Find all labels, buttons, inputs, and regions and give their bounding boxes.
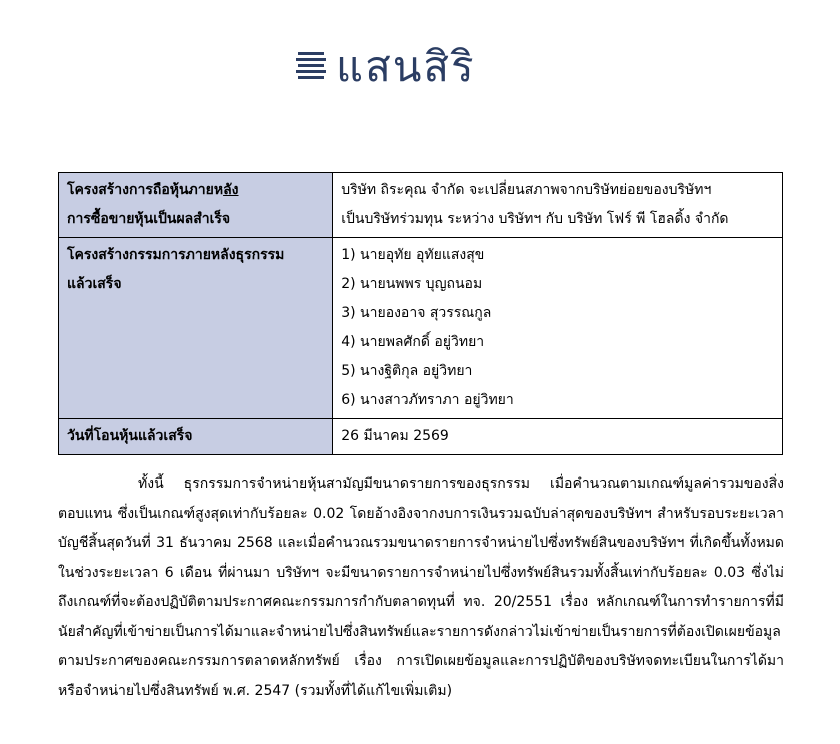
table-row-value — [333, 419, 783, 455]
company-logo — [296, 42, 476, 92]
body-paragraph: ทั้งนี้ ธุรกรรมการจำหน่ายหุ้นสามัญมีขนาดรายการของธุรกรรม เมื่อคำนวณตามเกณฑ์มูลค่ารวมของสิ่งตอบแทน ซึ่งเป็นเกณฑ์สูงสุดเท่ากับร้อยละ 0.02 โดยอ้างอิงจากงบการเงินรวมฉบับล่าสุดของบริษัทฯ สำหรับรอบระยะเวลาบัญชีสิ้นสุดวันที่ 31 ธันวาคม 2568 และเมื่อคำนวณรวมขนาดรายการจำหน่ายไปซึ่งทรัพย์สินของบริษัทฯ ที่เกิดขึ้นทั้งหมดในช่วงระยะเวลา 6 เดือน ที่ผ่านมา บริษัทฯ จะมีขนาดรายการจำหน่ายไปซึ่งทรัพย์สินรวมทั้งสิ้นเท่ากับร้อยละ 0.03 ซึ่งไม่ถึงเกณฑ์ที่จะต้องปฏิบัติตามประกาศคณะกรรมการกำกับตลาดทุนที่ ทจ. 20/2551 เรื่อง หลักเกณฑ์ในการทำรายการที่มีนัยสำคัญที่เข้าข่ายเป็นการได้มาและจำหน่ายไปซึ่งสินทรัพย์และรายการดังกล่าวไม่เข้าข่ายเป็นรายการที่ต้องเปิดเผยข้อมูลตามประกาศของคณะกรรมการตลาดหลักทรัพย์ เรื่อง การเปิดเผยข้อมูลและการปฏิบัติของบริษัทจดทะเบียนในการได้มาหรือจำหน่ายไปซึ่งสินทรัพย์ พ.ศ. 2547 (รวมทั้งที่ได้แก้ไขเพิ่มเติม) — [58, 476, 784, 699]
transaction-info-table — [58, 172, 783, 455]
stacked-lines-logo-icon — [296, 50, 326, 84]
director-list-item: 4) นายพลศักดิ์ อยู่วิทยา — [341, 334, 485, 350]
table-row-label — [59, 238, 333, 419]
table-row — [59, 238, 783, 419]
row-label-text: โครงสร้างการถือหุ้นภายห — [67, 182, 224, 198]
director-list-item: 6) นางสาวภัทราภา อยู่วิทยา — [341, 392, 514, 408]
row-label-underlined-text: ลัง — [223, 182, 239, 198]
table-row — [59, 173, 783, 238]
row-label-text: โครงสร้างกรรมการภายหลังธุรกรรม — [67, 247, 285, 263]
value-line: บริษัท ถิระคุณ จำกัด จะเปลี่ยนสภาพจากบริษัทย่อยของบริษัทฯ — [341, 182, 712, 198]
row-label-text: วันที่โอนหุ้นแล้วเสร็จ — [67, 428, 193, 444]
table-row-value — [333, 238, 783, 419]
table-row — [59, 419, 783, 455]
logo-wordmark: แสนสิริ — [336, 42, 476, 91]
director-list-item: 2) นายนพพร บุญถนอม — [341, 276, 483, 292]
value-line: เป็นบริษัทร่วมทุน ระหว่าง บริษัทฯ กับ บริษัท โฟร์ พี โฮลดิ้ง จำกัด — [341, 211, 729, 227]
table-row-label — [59, 173, 333, 238]
transfer-date: 26 มีนาคม 2569 — [341, 428, 449, 444]
row-label-text: แล้วเสร็จ — [67, 276, 122, 292]
director-list-item: 3) นายองอาจ สุวรรณกูล — [341, 305, 492, 321]
director-list-item: 5) นางฐิติกุล อยู่วิทยา — [341, 363, 473, 379]
director-list-item: 1) นายอุทัย อุทัยแสงสุข — [341, 247, 485, 263]
table-row-label — [59, 419, 333, 455]
table-row-value — [333, 173, 783, 238]
row-label-text: การซื้อขายหุ้นเป็นผลสำเร็จ — [67, 211, 231, 227]
